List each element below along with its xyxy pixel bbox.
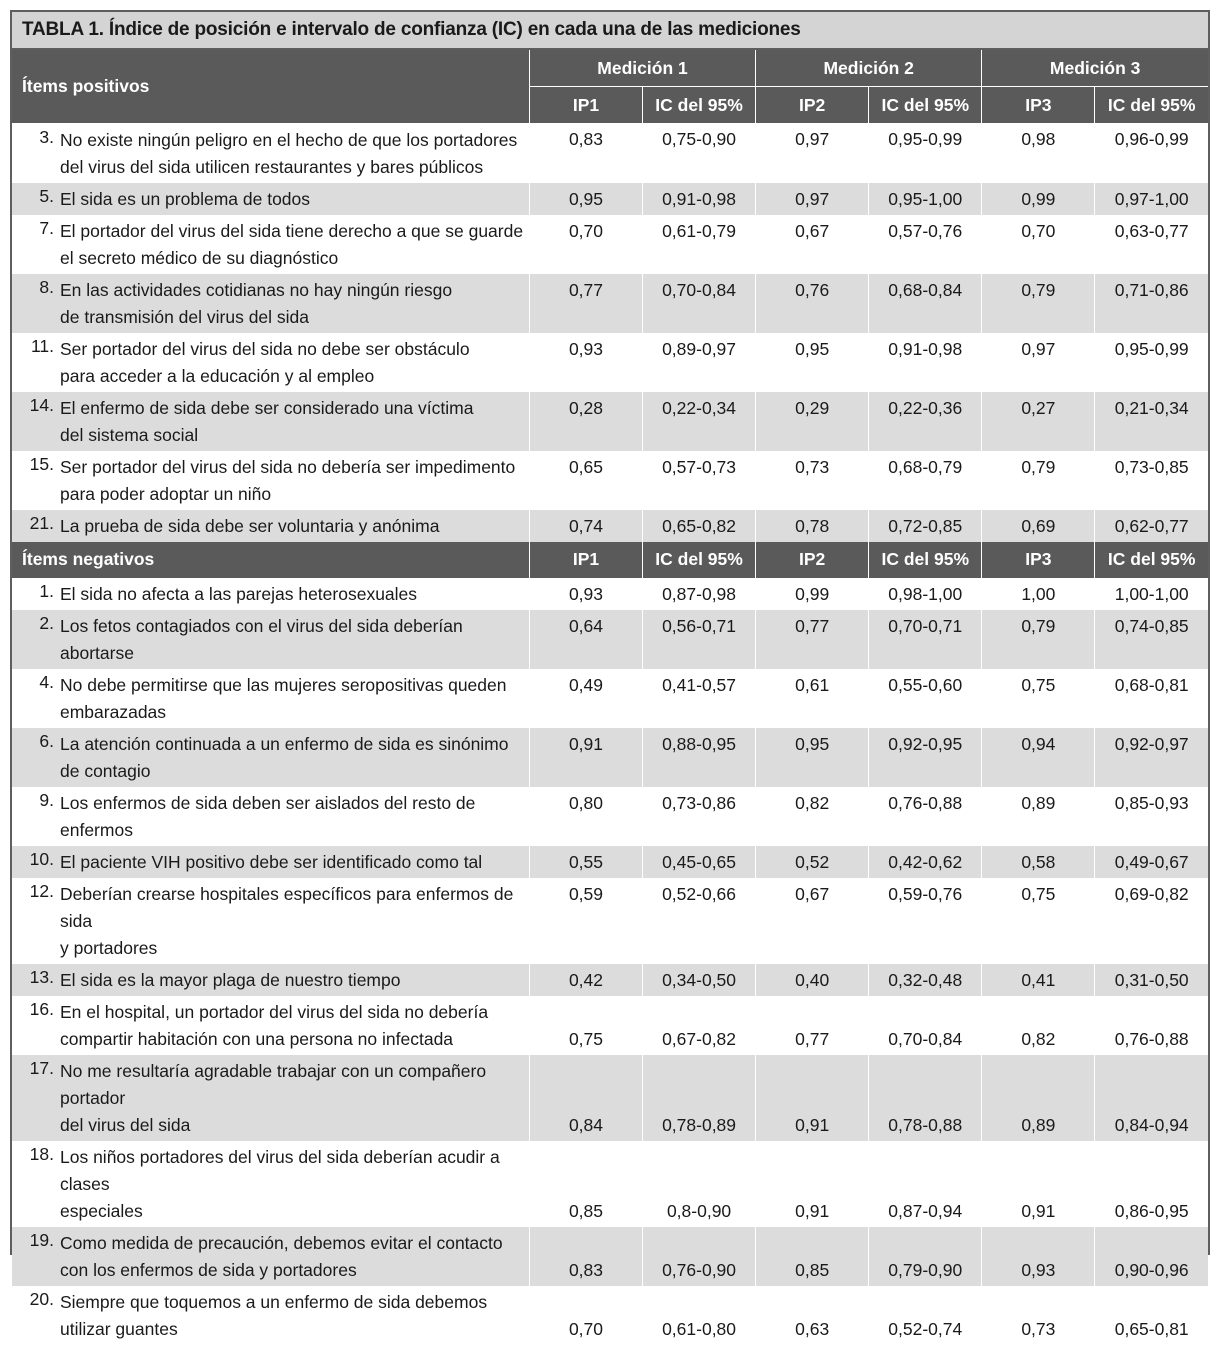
value-ip2: 0,95 — [756, 333, 869, 392]
value-ic2: 0,92-0,95 — [869, 728, 982, 787]
table-row — [12, 1141, 1208, 1227]
item-text-line: El portador del virus del sida tiene derecho a que se guarde — [60, 220, 524, 241]
item-text-line: No debe permitirse que las mujeres seropositivas queden — [60, 674, 507, 695]
value-ip1: 0,49 — [529, 669, 642, 728]
item-number: 21. — [29, 512, 54, 533]
value-ic2: 0,57-0,76 — [869, 215, 982, 274]
value-ip2: 0,63 — [756, 1286, 869, 1345]
item-text-line: El sida no afecta a las parejas heterosexuales — [60, 583, 418, 604]
value-ic3: 0,62-0,77 — [1095, 510, 1208, 542]
value-ic2: 0,87-0,94 — [869, 1141, 982, 1227]
value-ic1: 0,70-0,84 — [643, 274, 756, 333]
value-ic1: 0,61-0,79 — [643, 215, 756, 274]
value-ic3: 0,49-0,67 — [1095, 846, 1208, 878]
neg-subheader-ic3: IC del 95% — [1095, 542, 1208, 578]
item-text-line: utilizar guantes — [60, 1318, 178, 1339]
item-text-line: del virus del sida — [60, 1114, 191, 1135]
value-ic3: 0,21-0,34 — [1095, 392, 1208, 451]
value-ip2: 0,61 — [756, 669, 869, 728]
value-ic2: 0,76-0,88 — [869, 787, 982, 846]
value-ip1: 0,83 — [529, 123, 642, 183]
table-header — [12, 50, 1208, 123]
item-number — [22, 1026, 54, 1053]
value-ic1: 0,45-0,65 — [643, 846, 756, 878]
value-ip2: 0,67 — [756, 215, 869, 274]
table-row — [12, 451, 1208, 510]
value-ip2: 0,29 — [756, 392, 869, 451]
value-ip1: 0,84 — [529, 1055, 642, 1141]
value-ip1: 0,70 — [529, 1286, 642, 1345]
value-ic1: 0,87-0,98 — [643, 578, 756, 610]
item-statement — [12, 333, 529, 392]
value-ic1: 0,67-0,82 — [643, 996, 756, 1055]
value-ic3: 0,84-0,94 — [1095, 1055, 1208, 1141]
value-ic3: 0,71-0,86 — [1095, 274, 1208, 333]
value-ip3: 0,75 — [982, 878, 1095, 964]
table-row — [12, 1055, 1208, 1141]
item-text-line: El sida es un problema de todos — [60, 188, 311, 209]
value-ip2: 0,97 — [756, 123, 869, 183]
table-row — [12, 669, 1208, 728]
table-row — [12, 215, 1208, 274]
measure-3-header: Medición 3 — [982, 50, 1208, 87]
value-ic1: 0,89-0,97 — [643, 333, 756, 392]
subheader-ip3: IP3 — [982, 87, 1095, 124]
item-statement — [12, 510, 529, 542]
item-number: 16. — [29, 998, 54, 1019]
item-text-line: En las actividades cotidianas no hay ningún riesgo — [60, 279, 453, 300]
item-number: 15. — [29, 453, 54, 474]
value-ic2: 0,70-0,84 — [869, 996, 982, 1055]
item-text-line: No me resultaría agradable trabajar con un compañero portador — [60, 1060, 487, 1108]
value-ip2: 0,52 — [756, 846, 869, 878]
value-ip3: 0,97 — [982, 333, 1095, 392]
item-text-line: No existe ningún peligro en el hecho de que los portadores — [60, 129, 518, 150]
value-ic1: 0,61-0,80 — [643, 1286, 756, 1345]
table-row — [12, 274, 1208, 333]
data-table — [12, 50, 1208, 1345]
neg-subheader-ic2: IC del 95% — [869, 542, 982, 578]
value-ip2: 0,77 — [756, 610, 869, 669]
item-text-line: El sida es la mayor plaga de nuestro tiempo — [60, 969, 401, 990]
neg-subheader-ic1: IC del 95% — [643, 542, 756, 578]
value-ip2: 0,76 — [756, 274, 869, 333]
table-row — [12, 578, 1208, 610]
value-ic1: 0,65-0,82 — [643, 510, 756, 542]
item-statement — [12, 610, 529, 669]
table-row — [12, 1286, 1208, 1345]
item-text-line: La atención continuada a un enfermo de sida es sinónimo — [60, 733, 509, 754]
value-ic2: 0,91-0,98 — [869, 333, 982, 392]
value-ic3: 0,95-0,99 — [1095, 333, 1208, 392]
value-ip1: 0,93 — [529, 333, 642, 392]
value-ic1: 0,78-0,89 — [643, 1055, 756, 1141]
value-ip1: 0,74 — [529, 510, 642, 542]
item-statement — [12, 1055, 529, 1141]
item-number: 18. — [29, 1143, 54, 1164]
item-text-line: En el hospital, un portador del virus del sida no debería — [60, 1001, 489, 1022]
item-number: 14. — [29, 394, 54, 415]
positive-items-header: Ítems positivos — [12, 50, 529, 123]
value-ip2: 0,77 — [756, 996, 869, 1055]
value-ip3: 0,94 — [982, 728, 1095, 787]
neg-subheader-ip3: IP3 — [982, 542, 1095, 578]
table-row — [12, 392, 1208, 451]
value-ip1: 0,95 — [529, 183, 642, 215]
value-ic1: 0,88-0,95 — [643, 728, 756, 787]
item-text-line: compartir habitación con una persona no infectada — [60, 1028, 454, 1049]
item-number: 20. — [29, 1288, 54, 1309]
value-ic1: 0,52-0,66 — [643, 878, 756, 964]
value-ic2: 0,70-0,71 — [869, 610, 982, 669]
value-ip1: 0,64 — [529, 610, 642, 669]
item-number — [22, 363, 54, 390]
value-ip3: 0,99 — [982, 183, 1095, 215]
item-text-line: del sistema social — [60, 424, 199, 445]
value-ic2: 0,59-0,76 — [869, 878, 982, 964]
measure-1-header: Medición 1 — [529, 50, 755, 87]
table-row — [12, 183, 1208, 215]
table-row — [12, 1227, 1208, 1286]
item-statement — [12, 1141, 529, 1227]
item-statement — [12, 996, 529, 1055]
item-statement — [12, 451, 529, 510]
item-text-line: para poder adoptar un niño — [60, 483, 272, 504]
value-ip3: 1,00 — [982, 578, 1095, 610]
table-row — [12, 610, 1208, 669]
table-row — [12, 964, 1208, 996]
value-ip1: 0,59 — [529, 878, 642, 964]
item-statement — [12, 215, 529, 274]
value-ic2: 0,68-0,84 — [869, 274, 982, 333]
table-row — [12, 123, 1208, 183]
item-statement — [12, 123, 529, 183]
value-ip1: 0,93 — [529, 578, 642, 610]
item-number: 8. — [39, 276, 54, 297]
item-number: 5. — [39, 185, 54, 206]
value-ic1: 0,56-0,71 — [643, 610, 756, 669]
value-ip3: 0,75 — [982, 669, 1095, 728]
value-ic3: 0,31-0,50 — [1095, 964, 1208, 996]
measure-2-header: Medición 2 — [756, 50, 982, 87]
value-ip2: 0,40 — [756, 964, 869, 996]
value-ip1: 0,28 — [529, 392, 642, 451]
item-statement — [12, 183, 529, 215]
value-ip1: 0,65 — [529, 451, 642, 510]
value-ic2: 0,79-0,90 — [869, 1227, 982, 1286]
value-ip2: 0,73 — [756, 451, 869, 510]
item-number — [22, 422, 54, 449]
table-row — [12, 846, 1208, 878]
item-number: 13. — [29, 966, 54, 987]
value-ic1: 0,75-0,90 — [643, 123, 756, 183]
value-ip1: 0,75 — [529, 996, 642, 1055]
item-statement — [12, 669, 529, 728]
value-ic3: 0,85-0,93 — [1095, 787, 1208, 846]
value-ic3: 0,69-0,82 — [1095, 878, 1208, 964]
value-ip3: 0,89 — [982, 1055, 1095, 1141]
item-statement — [12, 728, 529, 787]
item-statement — [12, 274, 529, 333]
table-caption: TABLA 1. Índice de posición e intervalo de confianza (IC) en cada una de las mediciones — [12, 12, 1208, 50]
item-number: 7. — [39, 217, 54, 238]
item-text-line: Como medida de precaución, debemos evitar el contacto — [60, 1232, 503, 1253]
item-text-line: Siempre que toquemos a un enfermo de sida debemos — [60, 1291, 488, 1312]
value-ip2: 0,78 — [756, 510, 869, 542]
item-statement — [12, 846, 529, 878]
item-text-line: para acceder a la educación y al empleo — [60, 365, 375, 386]
value-ic2: 0,72-0,85 — [869, 510, 982, 542]
negative-items-body — [12, 578, 1208, 1345]
value-ic2: 0,55-0,60 — [869, 669, 982, 728]
item-number — [22, 304, 54, 331]
table-row — [12, 333, 1208, 392]
value-ic2: 0,95-1,00 — [869, 183, 982, 215]
value-ic2: 0,68-0,79 — [869, 451, 982, 510]
table-row — [12, 996, 1208, 1055]
item-text-line: Los niños portadores del virus del sida deberían acudir a clases — [60, 1146, 500, 1194]
item-number: 10. — [29, 848, 54, 869]
value-ic3: 0,73-0,85 — [1095, 451, 1208, 510]
value-ip3: 0,79 — [982, 610, 1095, 669]
item-text-line: Ser portador del virus del sida no debe ser obstáculo — [60, 338, 470, 359]
negative-items-header: Ítems negativos — [12, 542, 529, 578]
item-statement — [12, 392, 529, 451]
value-ip2: 0,91 — [756, 1055, 869, 1141]
value-ip2: 0,85 — [756, 1227, 869, 1286]
value-ip1: 0,42 — [529, 964, 642, 996]
item-number: 12. — [29, 880, 54, 901]
table-row — [12, 787, 1208, 846]
value-ic3: 0,76-0,88 — [1095, 996, 1208, 1055]
item-number: 2. — [39, 612, 54, 633]
neg-subheader-ip1: IP1 — [529, 542, 642, 578]
value-ic1: 0,41-0,57 — [643, 669, 756, 728]
value-ic1: 0,8-0,90 — [643, 1141, 756, 1227]
subheader-ip2: IP2 — [756, 87, 869, 124]
item-statement — [12, 1286, 529, 1345]
item-statement — [12, 787, 529, 846]
value-ip3: 0,93 — [982, 1227, 1095, 1286]
value-ic3: 0,92-0,97 — [1095, 728, 1208, 787]
value-ic2: 0,78-0,88 — [869, 1055, 982, 1141]
item-text-line: el secreto médico de su diagnóstico — [60, 247, 339, 268]
item-statement — [12, 578, 529, 610]
value-ip3: 0,79 — [982, 451, 1095, 510]
value-ic3: 0,63-0,77 — [1095, 215, 1208, 274]
value-ip3: 0,58 — [982, 846, 1095, 878]
value-ip1: 0,55 — [529, 846, 642, 878]
item-text-line: embarazadas — [60, 701, 167, 722]
value-ic1: 0,91-0,98 — [643, 183, 756, 215]
item-statement — [12, 1227, 529, 1286]
item-number — [22, 699, 54, 726]
value-ic2: 0,32-0,48 — [869, 964, 982, 996]
value-ic2: 0,52-0,74 — [869, 1286, 982, 1345]
value-ic1: 0,34-0,50 — [643, 964, 756, 996]
value-ip1: 0,91 — [529, 728, 642, 787]
item-number — [22, 154, 54, 181]
value-ip2: 0,91 — [756, 1141, 869, 1227]
value-ip3: 0,89 — [982, 787, 1095, 846]
value-ip1: 0,83 — [529, 1227, 642, 1286]
positive-items-body — [12, 123, 1208, 542]
item-text-line: Ser portador del virus del sida no debería ser impedimento — [60, 456, 516, 477]
item-text-line: de transmisión del virus del sida — [60, 306, 310, 327]
item-number — [22, 758, 54, 785]
item-text-line: La prueba de sida debe ser voluntaria y anónima — [60, 515, 440, 536]
negative-items-header-section — [12, 542, 1208, 578]
table-container — [10, 10, 1210, 1339]
value-ic2: 0,95-0,99 — [869, 123, 982, 183]
value-ic2: 0,42-0,62 — [869, 846, 982, 878]
item-text-line: de contagio — [60, 760, 151, 781]
value-ip3: 0,27 — [982, 392, 1095, 451]
item-statement — [12, 964, 529, 996]
item-number: 3. — [39, 126, 54, 147]
neg-subheader-ip2: IP2 — [756, 542, 869, 578]
value-ic1: 0,22-0,34 — [643, 392, 756, 451]
value-ic1: 0,57-0,73 — [643, 451, 756, 510]
value-ip1: 0,85 — [529, 1141, 642, 1227]
item-number: 17. — [29, 1057, 54, 1078]
value-ic2: 0,22-0,36 — [869, 392, 982, 451]
table-row — [12, 510, 1208, 542]
value-ip2: 0,97 — [756, 183, 869, 215]
item-text-line: del virus del sida utilicen restaurantes y bares públicos — [60, 156, 484, 177]
subheader-ic1: IC del 95% — [643, 87, 756, 124]
value-ip3: 0,82 — [982, 996, 1095, 1055]
value-ip3: 0,98 — [982, 123, 1095, 183]
value-ip3: 0,79 — [982, 274, 1095, 333]
value-ic3: 0,97-1,00 — [1095, 183, 1208, 215]
item-number: 19. — [29, 1229, 54, 1250]
value-ip2: 0,82 — [756, 787, 869, 846]
value-ip2: 0,99 — [756, 578, 869, 610]
value-ip1: 0,80 — [529, 787, 642, 846]
value-ic3: 0,68-0,81 — [1095, 669, 1208, 728]
value-ip3: 0,41 — [982, 964, 1095, 996]
value-ip1: 0,70 — [529, 215, 642, 274]
value-ic1: 0,73-0,86 — [643, 787, 756, 846]
item-number: 4. — [39, 671, 54, 692]
value-ip2: 0,67 — [756, 878, 869, 964]
item-number — [22, 481, 54, 508]
item-number — [22, 1198, 54, 1225]
subheader-ip1: IP1 — [529, 87, 642, 124]
item-text-line: especiales — [60, 1200, 143, 1221]
item-number: 1. — [39, 580, 54, 601]
value-ic2: 0,98-1,00 — [869, 578, 982, 610]
item-text-line: Deberían crearse hospitales específicos para enfermos de sida — [60, 883, 514, 931]
value-ic3: 0,96-0,99 — [1095, 123, 1208, 183]
value-ic3: 0,86-0,95 — [1095, 1141, 1208, 1227]
item-number — [22, 245, 54, 272]
value-ip3: 0,69 — [982, 510, 1095, 542]
item-number: 9. — [39, 789, 54, 810]
subheader-ic2: IC del 95% — [869, 87, 982, 124]
subheader-ic3: IC del 95% — [1095, 87, 1208, 124]
value-ic3: 0,90-0,96 — [1095, 1227, 1208, 1286]
value-ip2: 0,95 — [756, 728, 869, 787]
item-number — [22, 1316, 54, 1343]
table-row — [12, 878, 1208, 964]
item-number: 6. — [39, 730, 54, 751]
item-number — [22, 935, 54, 962]
item-text-line: y portadores — [60, 937, 158, 958]
item-text-line: El paciente VIH positivo debe ser identificado como tal — [60, 851, 483, 872]
value-ic1: 0,76-0,90 — [643, 1227, 756, 1286]
value-ic3: 0,65-0,81 — [1095, 1286, 1208, 1345]
value-ic3: 1,00-1,00 — [1095, 578, 1208, 610]
item-text-line: El enfermo de sida debe ser considerado una víctima — [60, 397, 474, 418]
item-text-line: Los enfermos de sida deben ser aislados del resto de enfermos — [60, 792, 476, 840]
item-statement — [12, 878, 529, 964]
item-number: 11. — [30, 335, 54, 356]
value-ip3: 0,70 — [982, 215, 1095, 274]
value-ip1: 0,77 — [529, 274, 642, 333]
value-ip3: 0,73 — [982, 1286, 1095, 1345]
value-ip3: 0,91 — [982, 1141, 1095, 1227]
item-text-line: Los fetos contagiados con el virus del sida deberían abortarse — [60, 615, 463, 663]
value-ic3: 0,74-0,85 — [1095, 610, 1208, 669]
item-number — [22, 1257, 54, 1284]
item-text-line: con los enfermos de sida y portadores — [60, 1259, 357, 1280]
item-number — [22, 1112, 54, 1139]
table-row — [12, 728, 1208, 787]
